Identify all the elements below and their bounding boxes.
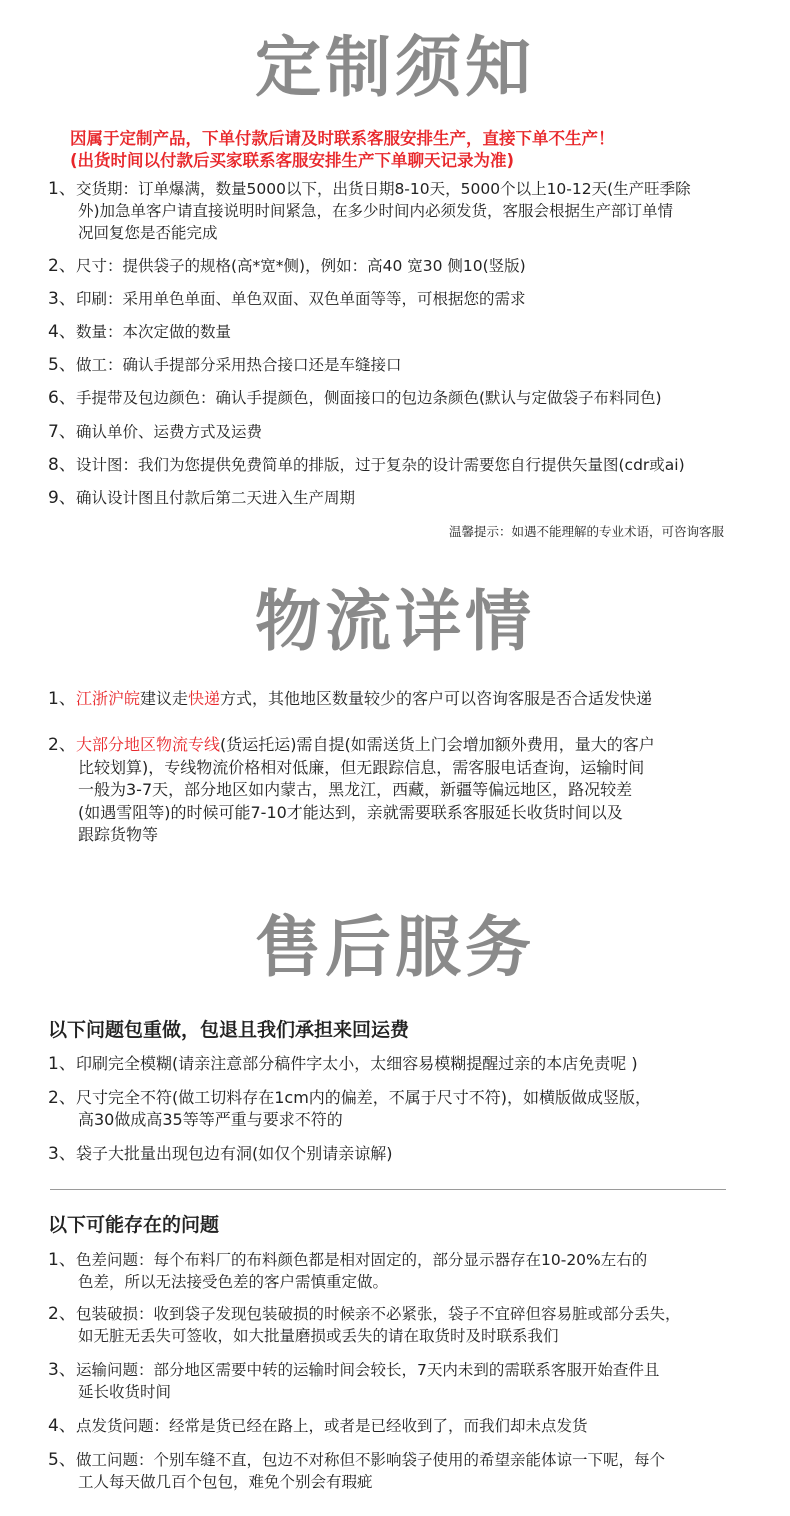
item-text: 况回复您是否能完成	[78, 224, 218, 242]
list-item	[48, 454, 738, 476]
list-item	[48, 1359, 738, 1403]
item-text: 点发货问题：经常是货已经在路上，或者是已经收到了，而我们却未点发货	[76, 1417, 588, 1435]
item-number: 5、	[48, 1450, 76, 1470]
item-text: 包装破损：收到袋子发现包装破损的时候亲不必紧张，袋子不宜碎但容易脏或部分丢失，	[76, 1305, 681, 1323]
item-text: 一般为3-7天，部分地区如内蒙古，黑龙江，西藏，新疆等偏远地区，路况较差	[78, 780, 633, 799]
item-text: 做工问题：个别车缝不直，包边不对称但不影响袋子使用的希望亲能体谅一下呢，每个	[76, 1451, 666, 1469]
divider	[50, 1189, 726, 1190]
list-item	[48, 178, 738, 244]
notice-line-1: 因属于定制产品，下单付款后请及时联系客服安排生产，直接下单不生产！	[70, 129, 615, 148]
item-text: 印刷：采用单色单面、单色双面、双色单面等等，可根据您的需求	[76, 290, 526, 308]
item-text: (货运托运)需自提(如需送货上门会增加额外费用，量大的客户	[220, 735, 655, 754]
item-number: 3、	[48, 1144, 76, 1164]
list-item	[48, 387, 738, 409]
item-number: 1、	[48, 179, 76, 199]
item-text: 方式，其他地区数量较少的客户可以咨询客服是否合适发快递	[220, 689, 653, 708]
item-number: 1、	[48, 1250, 76, 1270]
list-item	[48, 1415, 738, 1437]
item-number: 2、	[48, 1304, 76, 1324]
list-item	[48, 288, 738, 310]
item-number: 3、	[48, 289, 76, 309]
subheading-possible-issues: 以下可能存在的问题	[48, 1214, 220, 1236]
item-text: 高30做成高35等等严重与要求不符的	[78, 1110, 343, 1129]
item-number: 9、	[48, 488, 76, 508]
item-number: 6、	[48, 388, 76, 408]
item-text: 工人每天做几百个包包，难免个别会有瑕疵	[78, 1473, 373, 1491]
item-number: 3、	[48, 1360, 76, 1380]
item-text: (如遇雪阻等)的时候可能7-10才能达到，亲就需要联系客服延长收货时间以及	[78, 802, 623, 822]
item-number: 4、	[48, 1416, 76, 1436]
item-text: 尺寸：提供袋子的规格(高*宽*侧)，例如：高40 宽30 侧10(竖版)	[76, 257, 526, 275]
item-text: 跟踪货物等	[78, 825, 159, 844]
list-item	[48, 1143, 738, 1165]
highlight-text: 快递	[188, 689, 221, 708]
item-text: 延长收货时间	[78, 1383, 172, 1401]
list-item	[48, 1449, 738, 1493]
item-text: 确认单价、运费方式及运费	[76, 423, 263, 441]
item-number: 2、	[48, 735, 76, 755]
list-item	[48, 688, 738, 710]
list-item	[48, 734, 738, 847]
item-number: 2、	[48, 256, 76, 276]
item-text: 外)加急单客户请直接说明时间紧急，在多少时间内必须发货，客服会根据生产部订单情	[78, 202, 674, 220]
item-text: 袋子大批量出现包边有洞(如仅个别请亲谅解)	[76, 1144, 393, 1163]
item-text: 确认设计图且付款后第二天进入生产周期	[76, 489, 356, 507]
item-text: 印刷完全模糊(请亲注意部分稿件字太小，太细容易模糊提醒过亲的本店免责呢 )	[76, 1054, 638, 1073]
item-number: 1、	[48, 1054, 76, 1074]
item-text: 运输问题：部分地区需要中转的运输时间会较长，7天内未到的需联系客服开始查件且	[76, 1361, 660, 1379]
section-title-customization: 定制须知	[255, 29, 535, 106]
list-item	[48, 1053, 738, 1075]
notice-line-2: (出货时间以付款后买家联系客服安排生产下单聊天记录为准)	[70, 151, 515, 170]
list-item	[48, 321, 738, 343]
item-text: 交货期：订单爆满，数量5000以下，出货日期8-10天，5000个以上10-12天(生产旺季除	[76, 180, 691, 198]
item-number: 2、	[48, 1088, 76, 1108]
item-text: 尺寸完全不符(做工切料存在1cm内的偏差，不属于尺寸不符)，如横版做成竖版，	[76, 1088, 652, 1107]
item-text: 手提带及包边颜色：确认手提颜色，侧面接口的包边条颜色(默认与定做袋子布料同色)	[76, 389, 662, 407]
list-item	[48, 1087, 738, 1131]
subheading-remake: 以下问题包重做，包退且我们承担来回运费	[48, 1019, 410, 1041]
section-title-after-sales: 售后服务	[255, 909, 535, 986]
item-number: 1、	[48, 689, 76, 709]
section-title-logistics: 物流详情	[255, 583, 535, 660]
item-text: 比较划算)，专线物流价格相对低廉，但无跟踪信息，需客服电话查询，运输时间	[78, 757, 645, 777]
list-item	[48, 1303, 738, 1347]
item-text: 做工：确认手提部分采用热合接口还是车缝接口	[76, 356, 402, 374]
list-item	[48, 1249, 738, 1293]
tip-text: 温馨提示：如遇不能理解的专业术语，可咨询客服	[448, 524, 724, 539]
list-item	[48, 255, 738, 277]
highlight-text: 大部分地区物流专线	[76, 735, 221, 754]
item-number: 7、	[48, 422, 76, 442]
list-item	[48, 421, 738, 443]
item-text: 色差问题：每个布料厂的布料颜色都是相对固定的，部分显示器存在10-20%左右的	[76, 1251, 648, 1269]
item-text: 数量：本次定做的数量	[76, 323, 232, 341]
item-number: 5、	[48, 355, 76, 375]
highlight-text: 江浙沪皖	[76, 689, 141, 708]
item-text: 建议走	[140, 689, 189, 708]
item-text: 色差，所以无法接受色差的客户需慎重定做。	[78, 1273, 389, 1291]
item-text: 如无脏无丢失可签收，如大批量磨损或丢失的请在取货时及时联系我们	[78, 1327, 559, 1345]
list-item	[48, 487, 738, 509]
item-number: 8、	[48, 455, 76, 475]
item-number: 4、	[48, 322, 76, 342]
list-item	[48, 354, 738, 376]
item-text: 设计图：我们为您提供免费简单的排版，过于复杂的设计需要您自行提供矢量图(cdr或ai)	[76, 456, 685, 474]
